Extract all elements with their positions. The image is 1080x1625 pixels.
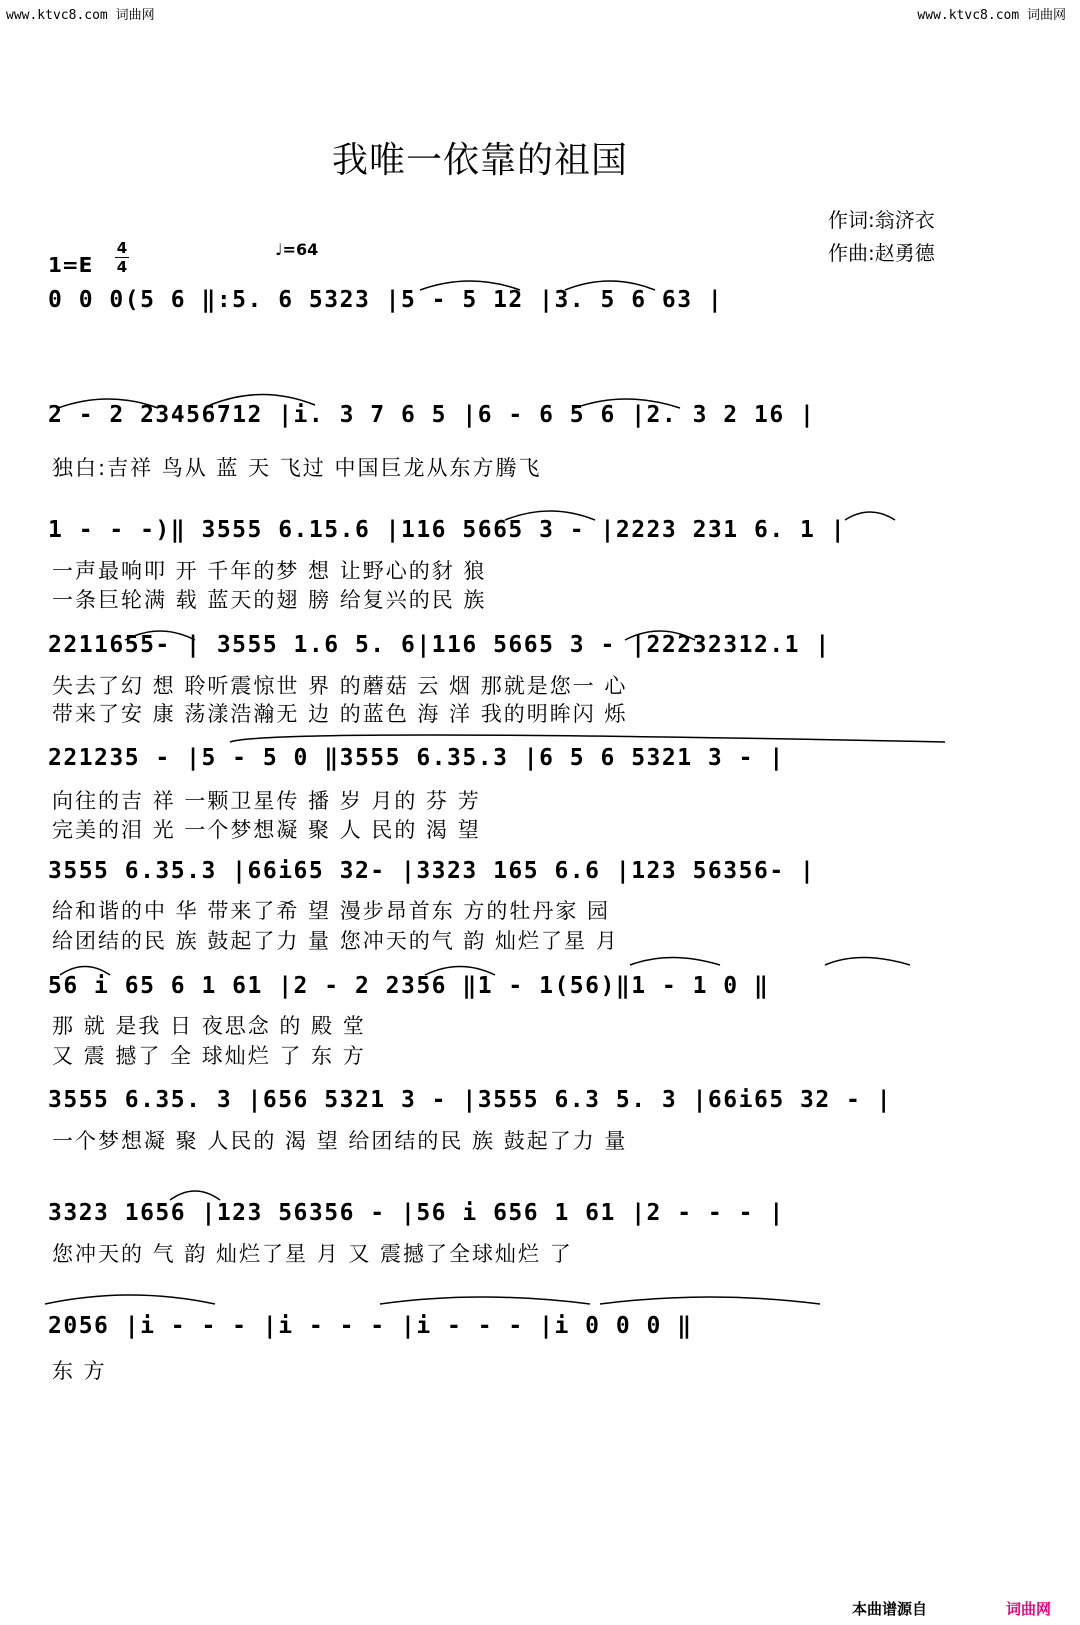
lyric-line: 一声最响叩 开 千年的梦 想 让野心的豺 狼 [52, 559, 487, 583]
notation-line: 0 0 0(5 6 ‖:5. 6 5323 |5 - 5 12 |3. 5 6 63 | [48, 287, 724, 313]
notation-line: 221235 - |5 - 5 0 ‖3555 6.35.3 |6 5 6 5321 3 - | [48, 745, 785, 771]
lyric-line: 一个梦想凝 聚 人民的 渴 望 给团结的民 族 鼓起了力 量 [52, 1129, 628, 1153]
notation-line: 2056 |i - - - |i - - - |i - - - |i 0 0 0 ‖ [48, 1313, 693, 1339]
lyricist-credit: 作词:翁济衣 [828, 208, 935, 232]
lyric-line: 带来了安 康 荡漾浩瀚无 边 的蓝色 海 洋 我的明眸闪 烁 [52, 702, 628, 726]
lyric-line: 一条巨轮满 载 蓝天的翅 膀 给复兴的民 族 [52, 588, 487, 612]
tempo-marking: ♩=64 [275, 240, 319, 259]
notation-line: 2211655- | 3555 1.6 5. 6|116 5665 3 - |22232312.1 | [48, 632, 831, 658]
notation-line: 56 i 65 6 1 61 |2 - 2 2356 ‖1 - 1(56)‖1 - 1 0 ‖ [48, 973, 770, 999]
lyric-line: 独白:吉祥 鸟从 蓝 天 飞过 中国巨龙从东方腾飞 [52, 456, 542, 480]
lyric-line: 失去了幻 想 聆听震惊世 界 的蘑菇 云 烟 那就是您一 心 [52, 674, 628, 698]
lyric-line: 东 方 [52, 1359, 107, 1383]
notation-line: 3555 6.35. 3 |656 5321 3 - |3555 6.3 5. 3 |66i65 32 - | [48, 1087, 893, 1113]
lyric-line: 完美的泪 光 一个梦想凝 聚 人 民的 渴 望 [52, 818, 481, 842]
lyric-line: 那 就 是我 日 夜思念 的 殿 堂 [52, 1014, 366, 1038]
notation-line: 1 - - -)‖ 3555 6.15.6 |116 5665 3 - |2223 231 6. 1 | [48, 517, 847, 543]
composer-credit: 作曲:赵勇德 [828, 241, 935, 265]
notation-line: 3323 1656 |123 56356 - |56 i 656 1 61 |2 - - - | [48, 1200, 785, 1226]
header-url-left: www.ktvc8.com 词曲网 [6, 8, 155, 23]
footer-source-label: 本曲谱源自 [852, 1600, 928, 1618]
header-url-right: www.ktvc8.com 词曲网 [917, 8, 1066, 23]
lyric-line: 您冲天的 气 韵 灿烂了星 月 又 震撼了全球灿烂 了 [52, 1242, 573, 1266]
notation-line: 3555 6.35.3 |66i65 32- |3323 165 6.6 |123 56356- | [48, 858, 816, 884]
lyric-line: 给团结的民 族 鼓起了力 量 您冲天的气 韵 灿烂了星 月 [52, 929, 619, 953]
notation-line: 2 - 2 23456712 |i. 3 7 6 5 |6 - 6 5 6 |2. 3 2 16 | [48, 402, 816, 428]
song-title: 我唯一依靠的祖国 [332, 140, 629, 181]
time-signature-bottom: 4 [116, 258, 128, 276]
time-signature-top: 4 [116, 239, 128, 257]
lyric-line: 向往的吉 祥 一颗卫星传 播 岁 月的 芬 芳 [52, 789, 481, 813]
footer-brand[interactable]: 词曲网 [1006, 1600, 1052, 1618]
lyric-line: 给和谐的中 华 带来了希 望 漫步昂首东 方的牡丹家 园 [52, 899, 611, 923]
lyric-line: 又 震 撼了 全 球灿烂 了 东 方 [52, 1044, 366, 1068]
key-signature: 1=E [48, 253, 93, 277]
